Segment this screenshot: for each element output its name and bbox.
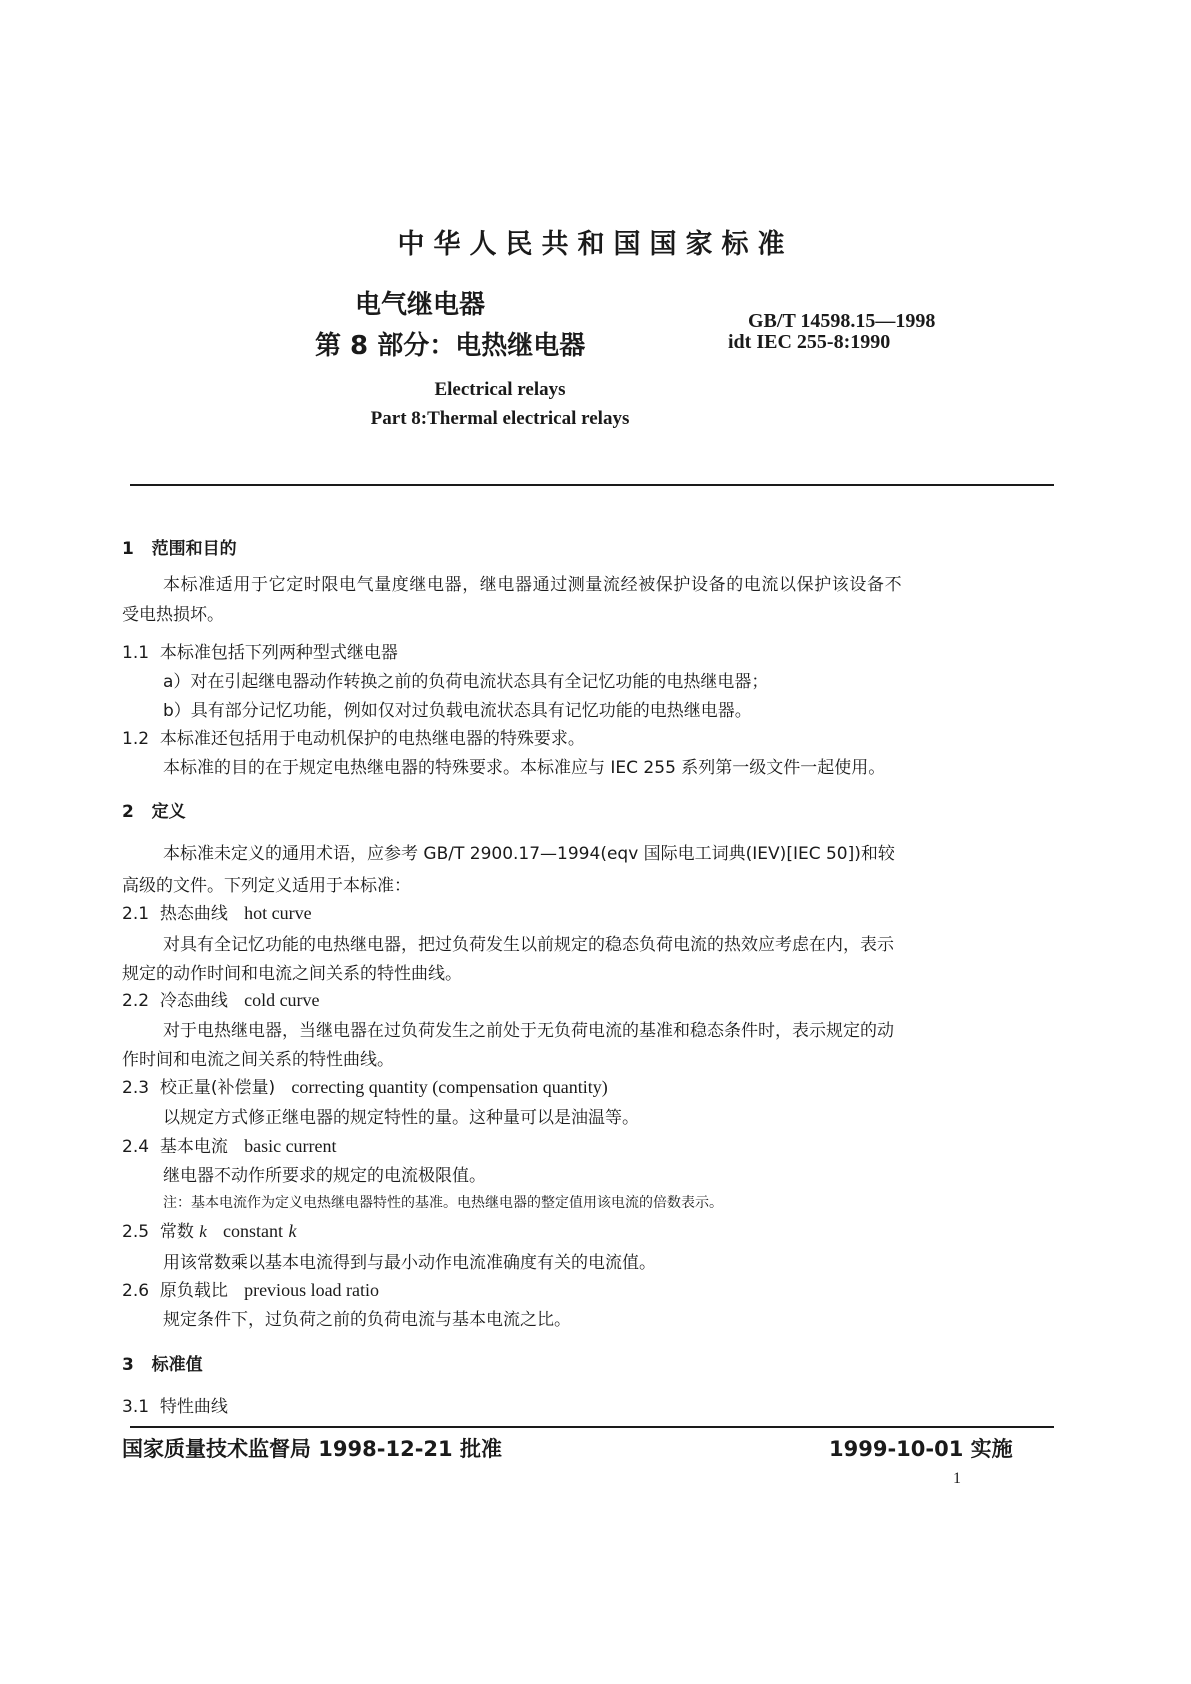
clause-text: 本标准还包括用于电动机保护的电热继电器的特殊要求。: [159, 729, 585, 749]
section-number: 2: [122, 802, 134, 822]
term-en: constant: [223, 1221, 284, 1241]
clause-number: 2.2: [122, 991, 150, 1011]
clause-number: 2.1: [122, 904, 150, 924]
definition-text: 规定的动作时间和电流之间关系的特性曲线。: [122, 964, 462, 984]
en-title-line-1: Electrical relays: [434, 379, 566, 400]
clause-number: 2.6: [122, 1281, 150, 1301]
definition-2-2: [122, 986, 320, 1011]
section-title: 定义: [151, 802, 186, 822]
clause-number: 2.5: [122, 1222, 150, 1242]
clause-number: 1.1: [122, 643, 150, 663]
cn-title-line-1: 电气继电器: [355, 290, 486, 320]
list-item-a: a）对在引起继电器动作转换之前的负荷电流状态具有全记忆功能的电热继电器；: [163, 672, 769, 692]
effective-date: 1999-10-01 实施: [829, 1437, 1013, 1461]
term-cn: 基本电流: [159, 1137, 228, 1157]
clause-number: 3.1: [122, 1397, 150, 1417]
section-number: 1: [122, 539, 134, 559]
paragraph: 高级的文件。下列定义适用于本标准：: [122, 876, 411, 896]
clause-1-2: [122, 724, 585, 749]
definition-2-6: [122, 1276, 379, 1301]
definition-text: 以规定方式修正继电器的规定特性的量。这种量可以是油温等。: [163, 1108, 639, 1128]
term-en: hot curve: [244, 903, 312, 923]
term-en: previous load ratio: [244, 1280, 380, 1300]
en-title-line-2: Part 8:Thermal electrical relays: [370, 408, 630, 429]
definition-2-1: [122, 899, 312, 924]
definition-2-4: [122, 1132, 337, 1157]
footer-rule: [130, 1426, 1054, 1428]
term-variable: k: [288, 1221, 297, 1241]
note: 注：基本电流作为定义电热继电器特性的基准。电热继电器的整定值用该电流的倍数表示。: [163, 1195, 723, 1211]
clause-number: 2.3: [122, 1078, 150, 1098]
definition-text: 继电器不动作所要求的规定的电流极限值。: [163, 1166, 486, 1186]
section-number: 3: [122, 1355, 134, 1375]
definition-text: 规定条件下，过负荷之前的负荷电流与基本电流之比。: [163, 1310, 571, 1330]
section-2-heading: [122, 797, 186, 822]
definition-2-3: [122, 1073, 608, 1098]
term-cn: 校正量(补偿量): [159, 1078, 276, 1098]
paragraph: 本标准适用于它定时限电气量度继电器，继电器通过测量流经被保护设备的电流以保护该设备不: [163, 575, 903, 595]
header-rule: [130, 484, 1054, 486]
idt-reference: idt IEC 255-8:1990: [728, 331, 891, 353]
clause-text: 本标准包括下列两种型式继电器: [159, 643, 398, 663]
definition-text: 用该常数乘以基本电流得到与最小动作电流准确度有关的电流值。: [163, 1253, 656, 1273]
term-en: basic current: [244, 1136, 337, 1156]
definition-text: 对具有全记忆功能的电热继电器，把过负荷发生以前规定的稳态负荷电流的热效应考虑在内，表示: [163, 935, 894, 955]
term-cn: 常数: [159, 1222, 194, 1242]
term-variable: k: [199, 1222, 207, 1241]
section-3-heading: [122, 1350, 203, 1375]
term-cn: 原负载比: [159, 1281, 228, 1301]
term-en: correcting quantity (compensation quantity): [291, 1077, 608, 1097]
page-number: 1: [953, 1470, 961, 1487]
definition-text: 对于电热继电器，当继电器在过负荷发生之前处于无负荷电流的基准和稳态条件时，表示规定的动: [163, 1021, 894, 1041]
clause-number: 1.2: [122, 729, 150, 749]
section-1-heading: [122, 534, 237, 559]
paragraph: 本标准的目的在于规定电热继电器的特殊要求。本标准应与 IEC 255 系列第一级文件一起使用。: [163, 758, 886, 778]
clause-text: 特性曲线: [159, 1397, 228, 1417]
standard-number: GB/T 14598.15—1998: [748, 310, 936, 332]
list-item-b: b）具有部分记忆功能，例如仅对过负载电流状态具有记忆功能的电热继电器。: [163, 701, 752, 721]
term-cn: 热态曲线: [159, 904, 228, 924]
cn-title-line-2: 第 8 部分：电热继电器: [315, 331, 586, 361]
section-title: 标准值: [151, 1355, 203, 1375]
clause-number: 2.4: [122, 1137, 150, 1157]
clause-3-1: [122, 1392, 228, 1417]
section-title: 范围和目的: [151, 539, 237, 559]
definition-text: 作时间和电流之间关系的特性曲线。: [122, 1050, 394, 1070]
paragraph: 受电热损坏。: [122, 605, 224, 625]
paragraph: 本标准未定义的通用术语，应参考 GB/T 2900.17—1994(eqv 国际电工词典(IEV)[IEC 50])和较: [163, 844, 895, 864]
approval-date: 国家质量技术监督局 1998-12-21 批准: [122, 1437, 502, 1461]
definition-2-5: [122, 1217, 296, 1242]
org-title: 中华人民共和国国家标准: [397, 229, 794, 260]
clause-1-1: [122, 638, 398, 663]
term-en: cold curve: [244, 990, 320, 1010]
term-cn: 冷态曲线: [159, 991, 228, 1011]
